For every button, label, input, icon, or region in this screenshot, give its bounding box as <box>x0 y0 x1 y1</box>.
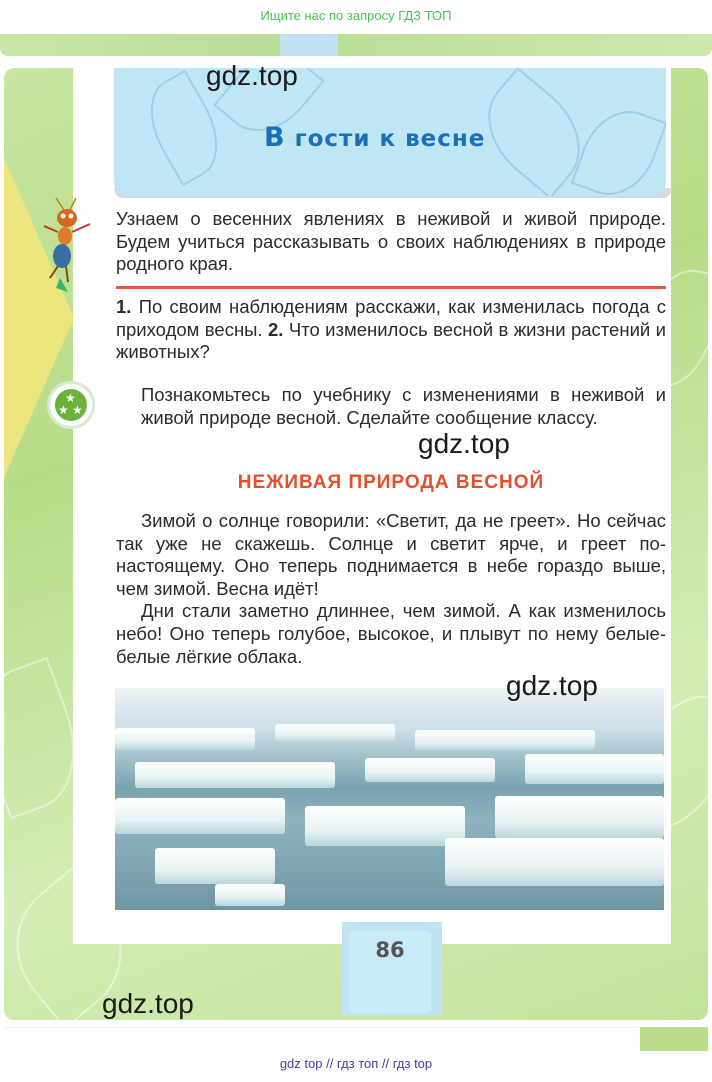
page-number-box <box>349 930 431 1014</box>
lesson-header <box>114 68 666 196</box>
ice-floe <box>495 796 664 838</box>
top-banner <box>0 0 712 34</box>
lesson-title-rest: гости к весне <box>294 126 486 152</box>
section-title: НЕЖИВАЯ ПРИРОДА ВЕСНОЙ <box>237 472 545 493</box>
ice-floe <box>275 724 395 742</box>
watermark: gdz.top <box>506 670 598 701</box>
lesson-intro: Узнаем о весенних явлениях в неживой и живой природе. Будем учиться рассказывать о своих наблюдениях в природе родного края. <box>116 208 666 275</box>
group-task: Познакомьтесь по учебнику с изменениями в неживой и живой природе весной. Сделайте сообщение классу. <box>141 384 666 428</box>
ice-floe <box>305 806 465 846</box>
watermark: gdz.top <box>418 428 510 459</box>
section-body <box>116 510 666 668</box>
three-stars-badge-icon: ★ ★ ★ <box>47 381 95 429</box>
discussion-task <box>116 296 666 364</box>
ice-floe <box>415 730 595 750</box>
ice-floe <box>445 838 664 886</box>
divider <box>116 286 666 289</box>
top-banner-text[interactable]: Ищите нас по запросу ГДЗ ТОП <box>260 8 452 23</box>
task-number: 1. <box>116 296 132 317</box>
ice-floe <box>135 762 335 788</box>
next-page-strip <box>4 1027 708 1051</box>
next-page-tab <box>640 1027 708 1051</box>
previous-page-tab <box>280 34 338 56</box>
task-text: По своим наблюдениям расскажи, как изменилась погода с приходом весны. <box>116 296 666 340</box>
lesson-title-first-letter: В <box>264 122 286 153</box>
page-number: 86 <box>375 938 405 962</box>
watermark: gdz.top <box>206 60 298 91</box>
footer-links[interactable]: gdz top // гдз топ // гдз top <box>279 1056 433 1071</box>
previous-page-strip <box>0 34 712 56</box>
ice-floe <box>115 798 285 834</box>
ice-floe <box>365 758 495 782</box>
paragraph: Дни стали заметно длиннее, чем зимой. А как изменилось небо! Оно теперь голубое, высокое, и плывут по нему белые-белые лёгкие облака. <box>116 600 666 667</box>
ice-floe <box>115 728 255 750</box>
watermark: gdz.top <box>102 988 194 1019</box>
melting-ice-photo <box>115 688 664 910</box>
task-text: Что изменилось весной в жизни растений и животных? <box>116 318 666 363</box>
lesson-title <box>114 122 666 153</box>
task-number: 2. <box>268 318 284 340</box>
paragraph: Зимой о солнце говорили: «Светит, да не греет». Но сейчас так уже не скажешь. Солнце и светит ярче, и греет по-настоящему. Оно теперь поднимается в небе гораздо выше, чем зимой. Весна идёт! <box>116 510 666 599</box>
ice-floe <box>525 754 664 784</box>
ant-mascot-icon <box>40 196 96 296</box>
ice-floe <box>155 848 275 884</box>
ice-floe <box>215 884 285 906</box>
